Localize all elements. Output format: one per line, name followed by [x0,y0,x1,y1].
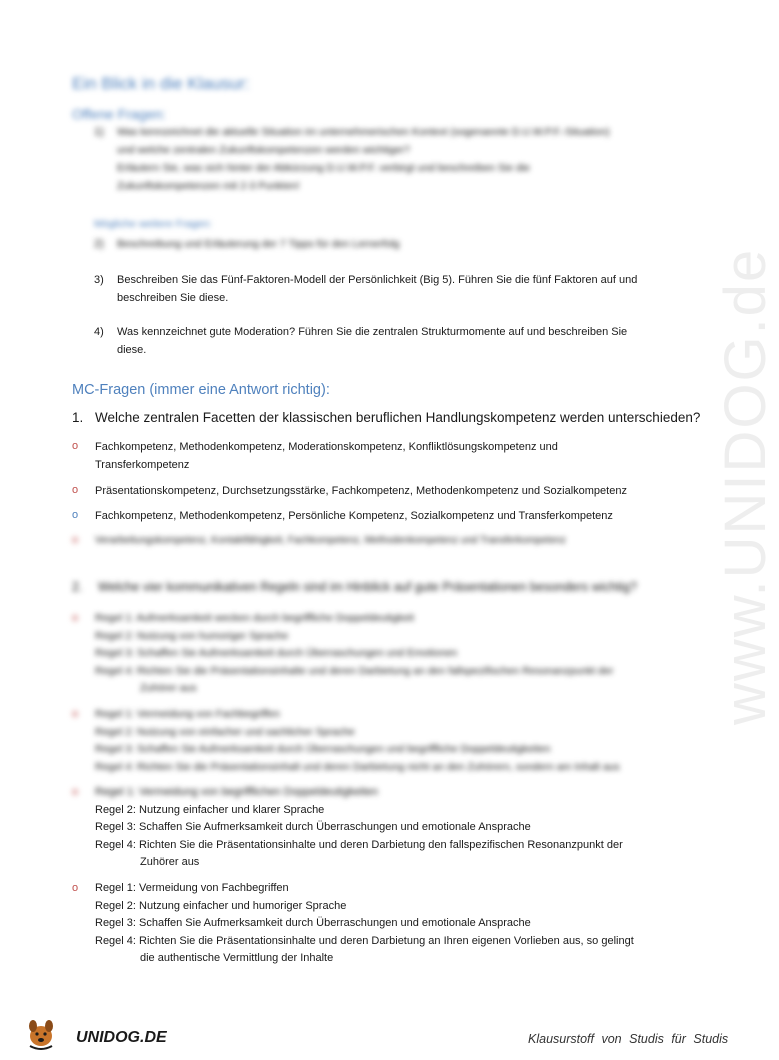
rule-line: Regel 4: Richten Sie die Präsentationsinhalte und deren Darbietung an Ihren eigenen Vorlieben aus, so gelingt [95,934,634,947]
rule-block [95,784,685,872]
rule-block [95,610,685,698]
radio-bullet[interactable]: o [72,509,79,521]
option-line: Präsentationskompetenz, Durchsetzungsstärke, Fachkompetenz, Methodenkompetenz und Sozialkompetenz [95,485,627,497]
radio-bullet[interactable]: o [72,786,79,798]
open-question-4 [0,323,750,363]
watermark-text: www.UNIDOG.de [713,247,778,725]
option-line: Fachkompetenz, Methodenkompetenz, Moderationskompetenz, Konfliktlösungskompetenz und [95,441,558,453]
rule-line: Regel 1: Vermeidung von begrifflichen Doppeldeutigkeiten [95,786,378,798]
rule-line: Regel 3: Schaffen Sie Aufmerksamkeit durch Überraschungen und emotionale Ansprache [95,821,531,833]
more-questions-label: Mögliche weitere Fragen: [94,218,212,230]
question-line: Beschreiben Sie das Fünf-Faktoren-Modell der Persönlichkeit (Big 5). Führen Sie die fünf Faktoren auf und [117,274,638,286]
question-line: diese. [117,344,147,356]
question-line: Was kennzeichnet gute Moderation? Führen Sie die zentralen Strukturmomente auf und beschreiben Sie [117,326,628,338]
question-number: 2) [94,238,104,250]
question-line: Erläutern Sie, was sich hinter der Abkürzung D.U.W.P.F. verbirgt und beschreiben Sie die [117,162,531,174]
mc-question-2-number: 2. [72,580,83,594]
rule-block [95,706,685,776]
mc-question-1-text: Welche zentralen Facetten der klassischen beruflichen Handlungskompetenz werden unterschieden? [95,410,701,425]
open-questions-heading: Offene Fragen: [72,106,166,122]
rule-line: Regel 1: Aufmerksamkeit wecken durch begriffliche Doppeldeutigkeit [95,612,415,624]
question-number: 3) [94,274,104,286]
open-question-2 [0,235,750,255]
question-number: 4) [94,326,104,338]
radio-bullet[interactable]: o [72,612,79,624]
mc-question-1-number: 1. [72,410,84,425]
radio-bullet[interactable]: o [72,440,79,452]
question-line: und welche zentralen Zukunftskompetenzen werden wichtiger? [117,144,411,156]
mc-question-2 [0,580,750,602]
question-line: beschreiben Sie diese. [117,292,229,304]
radio-bullet[interactable]: o [72,882,79,894]
rule-line: Regel 2: Nutzung einfacher und humoriger Sprache [95,899,347,912]
mc-q1-option-b[interactable] [0,482,750,500]
rule-block [95,880,685,968]
footer-tagline: Klausurstoff von Studis für Studis [528,1032,729,1046]
rule-line: Regel 3: Schaffen Sie Aufmerksamkeit durch Überraschungen und emotionale Ansprache [95,917,531,929]
mc-q2-option-d[interactable] [0,880,750,970]
rule-line: Regel 4: Richten Sie die Präsentationsinhalte und deren Darbietung an den fallspezifischen Resonanzpunkt der [95,664,614,677]
mc-q1-option-c[interactable] [0,507,750,525]
rule-continuation: Zuhörer aus [140,856,200,868]
open-question-1 [0,123,750,203]
page-heading: Ein Blick in die Klausur: [72,74,250,93]
mc-q2-option-c[interactable] [0,784,750,874]
mc-q2-option-b[interactable] [0,706,750,780]
radio-bullet[interactable]: o [72,708,79,720]
question-line: Beschreibung und Erläuterung der 7 Tipps für den Lernerfolg [117,238,400,250]
rule-continuation: die authentische Vermittlung der Inhalte [140,952,334,964]
mc-q2-option-a[interactable] [0,610,750,700]
footer-brand-text: UNIDOG.DE [76,1029,167,1046]
rule-line: Regel 2: Nutzung von einfacher und sachlicher Sprache [95,725,355,738]
radio-bullet[interactable]: o [72,534,79,546]
open-question-3 [0,271,750,311]
rule-line: Regel 3: Schaffen Sie Aufmerksamkeit durch Überraschungen und begriffliche Doppeldeutigkeiten [95,743,551,755]
option-line: Fachkompetenz, Methodenkompetenz, Persönliche Kompetenz, Sozialkompetenz und Transferkompetenz [95,510,613,522]
radio-bullet[interactable]: o [72,484,79,496]
option-line: Verarbeitungskompetenz, Kontaktfähigkeit, Fachkompetenz, Methodenkompetenz und Transferkompetenz [95,535,566,546]
rule-line: Regel 1: Vermeidung von Fachbegriffen [95,708,280,720]
question-line: Was kennzeichnet die aktuelle Situation im unternehmerischen Kontext (sogenannte D.U.W.P.F.-Situation) [117,126,610,138]
rule-line: Regel 4: Richten Sie die Präsentationsinhalt und deren Darbietung nicht an den Zuhörern, sondern am Inhalt aus [95,760,620,773]
mc-question-2-text: Welche vier kommunikativen Regeln sind im Hinblick auf gute Präsentationen besonders wichtig? [98,580,637,594]
rule-line: Regel 2: Nutzung einfacher und klarer Sprache [95,803,325,816]
mc-heading: MC-Fragen (immer eine Antwort richtig): [72,382,330,398]
question-line: Zukunftskompetenzen mit 2-3 Punkten! [117,180,300,192]
rule-line: Regel 3: Schaffen Sie Aufmerksamkeit durch Überraschungen und Emotionen [95,647,458,659]
mc-q1-option-d[interactable] [0,532,750,550]
rule-line: Regel 1: Vermeidung von Fachbegriffen [95,882,289,894]
mc-q1-option-a[interactable] [0,438,750,474]
question-number: 1) [94,126,104,138]
rule-line: Regel 4: Richten Sie die Präsentationsinhalte und deren Darbietung den fallspezifischen Resonanzpunkt der [95,838,623,851]
rule-continuation: Zuhörer aus [140,682,197,694]
rule-line: Regel 2: Nutzung von humoriger Sprache [95,629,289,642]
dog-logo-icon [24,1016,58,1050]
option-line: Transferkompetenz [95,459,190,471]
